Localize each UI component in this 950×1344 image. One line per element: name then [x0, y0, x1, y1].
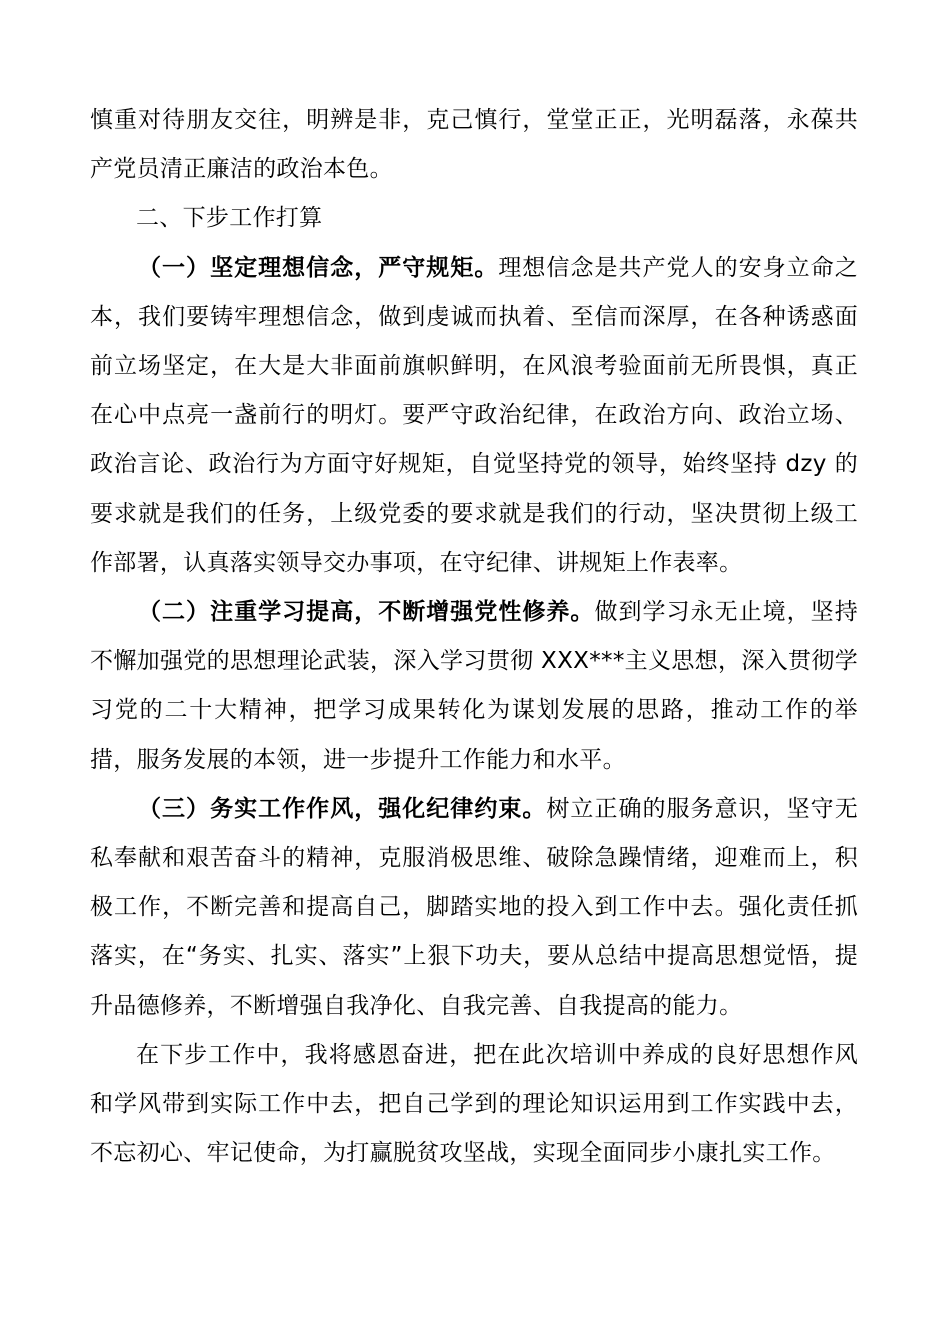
item-2-lead: （二）注重学习提高，不断增强党性修养。 — [138, 599, 595, 626]
paragraph-continued: 慎重对待朋友交往，明辨是非，克己慎行，堂堂正正，光明磊落，永葆共产党员清正廉洁的政治本色。 — [90, 107, 858, 183]
item-1-lead: （一）坚定理想信念，严守规矩。 — [138, 254, 499, 281]
paragraph-item-1 — [90, 244, 858, 588]
section-heading: 二、下步工作打算 — [136, 205, 323, 232]
closing-paragraph: 在下步工作中，我将感恩奋进，把在此次培训中养成的良好思想作风和学风带到实际工作中去，把自己学到的理论知识运用到工作实践中去，不忘初心、牢记使命，为打赢脱贫攻坚战，实现全面同步小康扎实工作。 — [90, 1041, 858, 1167]
item-1-body: 理想信念是共产党人的安身立命之本，我们要铸牢理想信念，做到虔诚而执着、至信而深厚，在各种诱惑面前立场坚定，在大是大非面前旗帜鲜明，在风浪考验面前无所畏惧，真正在心中点亮一盏前行的明灯。要严守政治纪律，在政治方向、政治立场、政治言论、政治行为方面守好规矩，自觉坚持党的领导，始终坚持 dzy 的要求就是我们的任务，上级党委的要求就是我们的行动，坚决贯彻上级工作部署，认真落实领导交办事项，在守纪律、讲规矩上作表率。 — [90, 254, 859, 576]
paragraph-item-3 — [90, 785, 858, 1031]
item-3-body: 树立正确的服务意识，坚守无私奉献和艰苦奋斗的精神，克服消极思维、破除急躁情绪，迎难而上，积极工作，不断完善和提高自己，脚踏实地的投入到工作中去。强化责任抓落实，在“务实、扎实、落实”上狠下功夫，要从总结中提高思想觉悟，提升品德修养，不断增强自我净化、自我完善、自我提高的能力。 — [90, 795, 858, 1019]
document-page — [90, 96, 858, 1178]
item-3-lead: （三）务实工作作风，强化纪律约束。 — [138, 795, 547, 822]
item-2-body: 做到学习永无止境，坚持不懈加强党的思想理论武装，深入学习贯彻 XXX***主义思想，深入贯彻学习党的二十大精神，把学习成果转化为谋划发展的思路，推动工作的举措，服务发展的本领，进一步提升工作能力和水平。 — [90, 599, 858, 773]
paragraph-item-2 — [90, 588, 858, 785]
